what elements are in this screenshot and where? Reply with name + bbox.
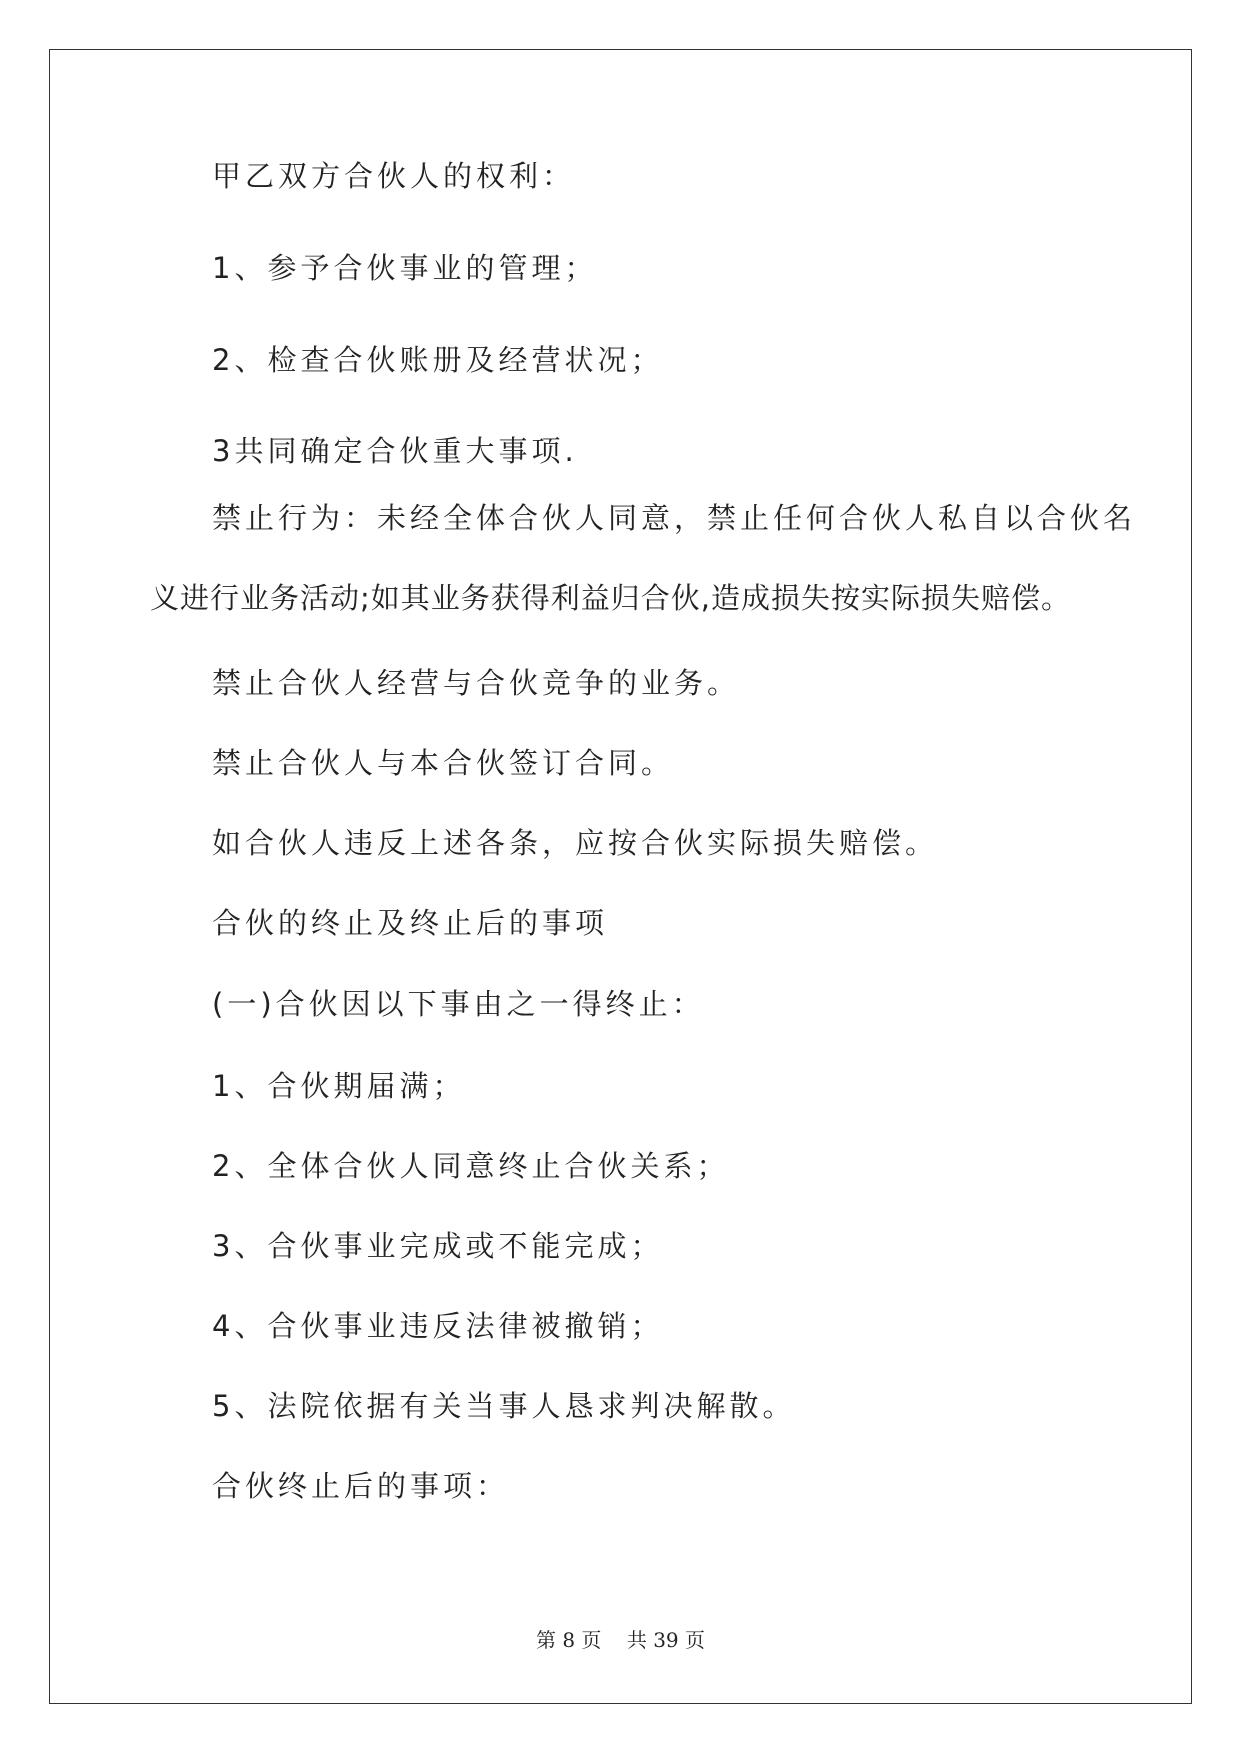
text-line: 禁止合伙人经营与合伙竞争的业务。 (212, 666, 741, 700)
text-line: 3、合伙事业完成或不能完成； (212, 1229, 664, 1263)
text-line: (一)合伙因以下事由之一得终止： (212, 987, 705, 1021)
text-line: 2、检查合伙账册及经营状况； (212, 343, 664, 377)
text-line: 合伙的终止及终止后的事项 (212, 906, 609, 940)
text-line: 2、全体合伙人同意终止合伙关系； (212, 1149, 730, 1183)
text-line: 5、法院依据有关当事人恳求判决解散。 (212, 1389, 796, 1423)
text-line: 1、合伙期届满； (212, 1069, 466, 1103)
text-line: 1、参予合伙事业的管理； (212, 251, 598, 285)
text-line: 甲乙双方合伙人的权利： (212, 159, 576, 193)
text-line: 3共同确定合伙重大事项. (212, 434, 578, 468)
page-border (49, 49, 1192, 1704)
text-line: 禁止行为：未经全体合伙人同意，禁止任何合伙人私自以合伙名 (212, 501, 1137, 535)
text-line: 4、合伙事业违反法律被撤销； (212, 1309, 664, 1343)
page-number: 第 8 页 共 39 页 (535, 1628, 706, 1652)
text-line: 如合伙人违反上述各条，应按合伙实际损失赔偿。 (212, 826, 939, 860)
text-line: 合伙终止后的事项： (212, 1469, 510, 1503)
text-line: 禁止合伙人与本合伙签订合同。 (212, 746, 675, 780)
text-line: 义进行业务活动;如其业务获得利益归合伙,造成损失按实际损失赔偿。 (150, 581, 1071, 615)
